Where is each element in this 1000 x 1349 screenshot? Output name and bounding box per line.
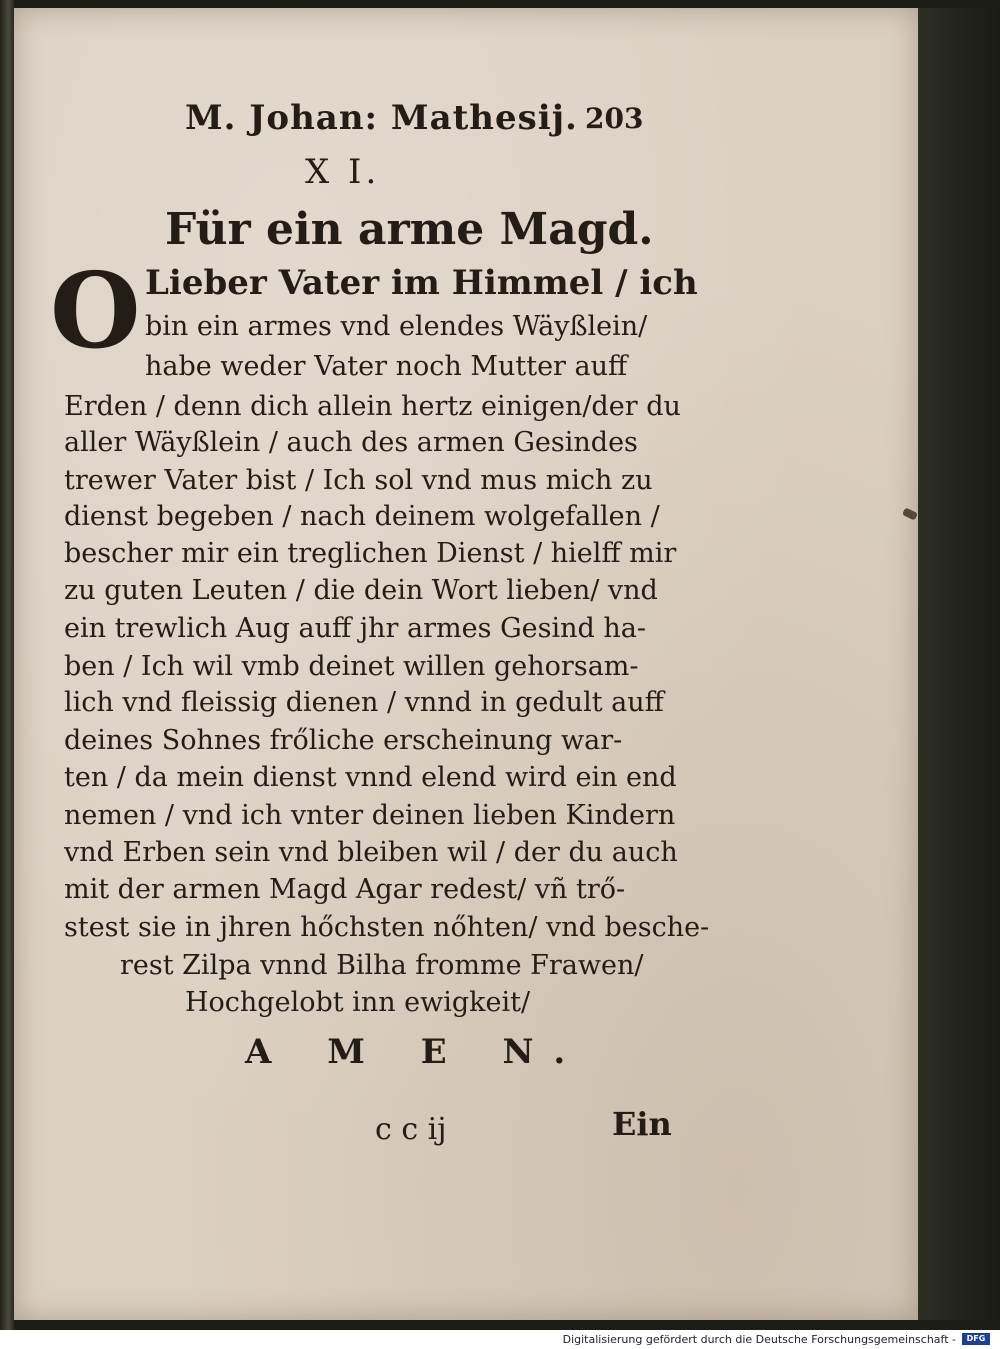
binding-edge [0,0,14,1330]
text-line: bin ein armes vnd elendes Wäyßlein/ [145,311,648,342]
signature-mark: c c ij [375,1112,447,1147]
text-line: bescher mir ein treglichen Dienst / hielff mir [64,538,677,569]
text-line: Erden / denn dich allein hertz einigen/der du [64,391,681,422]
text-line: lich vnd fleissig dienen / vnnd in gedult auff [64,687,664,718]
text-line: stest sie in jhren hőchsten nőhten/ vnd besche- [64,912,710,943]
page-number: 203 [585,102,644,135]
running-head: M. Johan: Mathesij. [185,98,578,138]
text-line: mit der armen Magd Agar redest/ vñ trő- [64,874,626,905]
text-line: Lieber Vater im Himmel / ich [145,263,698,303]
text-line: ben / Ich wil vmb deinet willen gehorsam- [64,651,639,682]
text-line: aller Wäyßlein / auch des armen Gesindes [64,427,638,458]
catchword: Ein [612,1105,672,1143]
text-line: dienst begeben / nach deinem wolgefallen / [64,501,660,532]
prayer-heading: Für ein arme Magd. [165,204,654,255]
page-shadow [918,8,1000,1320]
text-line: deines Sohnes frőliche erscheinung war- [64,725,623,756]
section-numeral: X I. [305,152,381,192]
text-line: habe weder Vater noch Mutter auff [145,351,628,382]
text-line: trewer Vater bist / Ich sol vnd mus mich zu [64,465,653,496]
text-line: vnd Erben sein vnd bleiben wil / der du auch [64,837,678,868]
text-line: ten / da mein dienst vnnd elend wird ein end [64,762,677,793]
text-line: rest Zilpa vnnd Bilha fromme Frawen/ [120,950,644,981]
text-line: nemen / vnd ich vnter deinen lieben Kindern [64,800,676,831]
text-line: Hochgelobt inn ewigkeit/ [185,987,531,1018]
amen-line: A M E N. [245,1032,588,1072]
text-line: zu guten Leuten / die dein Wort lieben/ vnd [64,575,658,606]
text-line: ein trewlich Aug auff jhr armes Gesind ha- [64,613,646,644]
dfg-logo: DFG [962,1333,990,1345]
drop-initial: O [50,249,141,372]
footer-credit: Digitalisierung gefördert durch die Deutsche Forschungsgemeinschaft - [562,1333,956,1346]
